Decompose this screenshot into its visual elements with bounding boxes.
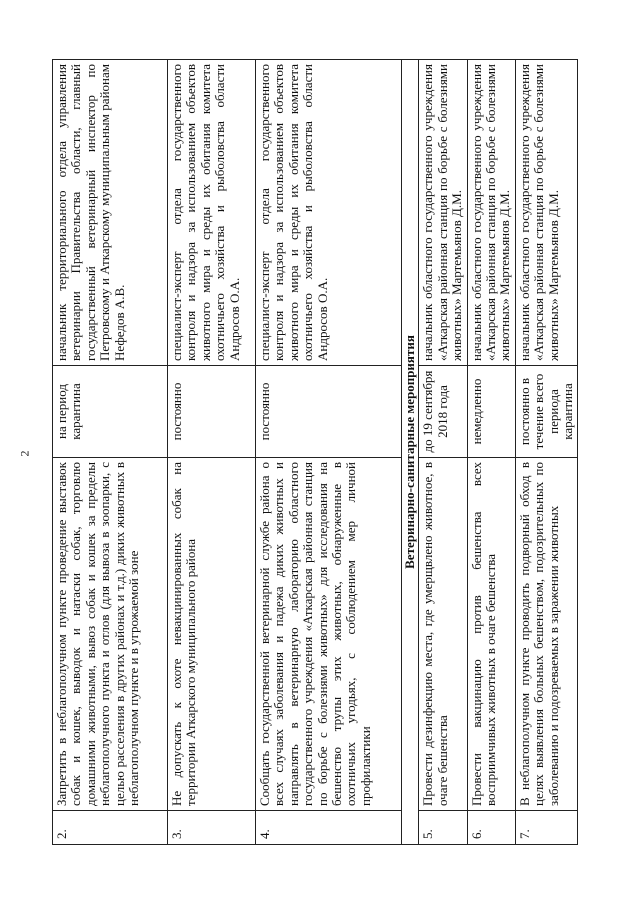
measures-table bbox=[52, 59, 578, 845]
row-number: 2. bbox=[53, 811, 168, 845]
page-number: 2 bbox=[17, 450, 32, 457]
deadline: до 19 сентября 2018 года bbox=[419, 366, 467, 458]
deadline: постоянно bbox=[256, 366, 402, 458]
measure-text: Провести дезинфекцию места, где умерщвлено животное, в очаге бешенства bbox=[419, 458, 467, 811]
deadline: постоянно bbox=[168, 366, 256, 458]
row-number: 7. bbox=[515, 811, 578, 845]
responsible-person: начальник областного государственного учреждения «Аткарская районная станция по борьбе с болезнями животных» Мартемьянов Д.М. bbox=[419, 60, 467, 366]
row-number: 6. bbox=[467, 811, 515, 845]
responsible-person: специалист-эксперт отдела государственного контроля и надзора за использованием объектов животного мира и среды их обитания комитета охотничьего хозяйства и рыболовства области Андросов О.А. bbox=[256, 60, 402, 366]
table-row bbox=[168, 60, 256, 845]
measures-table-container bbox=[52, 60, 576, 845]
measure-text: В неблагополучном пункте проводить подворный обход в целях выявления больных бешенством, подозрительных по заболеванию и подозреваемых в заражении животных bbox=[515, 458, 578, 811]
row-number: 3. bbox=[168, 811, 256, 845]
responsible-person: начальник территориального отдела управления ветеринарии Правительства области, главный государственный ветеринарный инспектор по Петровскому и Аткарскому муниципальным районам Нефедов А.В. bbox=[53, 60, 168, 366]
section-header bbox=[402, 60, 419, 845]
table-row bbox=[256, 60, 402, 845]
measure-text: Не допускать к охоте невакцинированных собак на территории Аткарского муниципального района bbox=[168, 458, 256, 811]
measure-text: Сообщать государственной ветеринарной службе района о всех случаях заболевания и падежа диких животных и направлять в ветеринарную лабораторию областного государственного учреждения «Аткарская районная станция по борьбе с болезнями животных» для исследования на бешенство трупы этих животных, обнаруженные в охотничьих угодьях, с соблюдением мер личной профилактики bbox=[256, 458, 402, 811]
deadline: немедленно bbox=[467, 366, 515, 458]
table-row bbox=[515, 60, 578, 845]
table-row bbox=[467, 60, 515, 845]
section-title: Ветеринарно-санитарные мероприятия bbox=[402, 60, 419, 845]
deadline: постоянно в течение всего периода карантина bbox=[515, 366, 578, 458]
responsible-person: начальник областного государственного учреждения «Аткарская районная станция по борьбе с болезнями животных» Мартемьянов Д.М. bbox=[515, 60, 578, 366]
table-row bbox=[419, 60, 467, 845]
deadline: на период карантина bbox=[53, 366, 168, 458]
table-row bbox=[53, 60, 168, 845]
measure-text: Запретить в неблагополучном пункте проведение выставок собак и кошек, выводок и натаски собак, торговлю домашними животными, вывоз собак и кошек за пределы неблагополучного пункта и отлов (для вывоза в зоопарки, с целью расселения в других районах и т.д.) диких животных в неблагополучном пункте и в угрожаемой зоне bbox=[53, 458, 168, 811]
responsible-person: специалист-эксперт отдела государственного контроля и надзора за использованием объектов животного мира и среды их обитания комитета охотничьего хозяйства и рыболовства области Андросов О.А. bbox=[168, 60, 256, 366]
measure-text: Провести вакцинацию против бешенства всех восприимчивых животных в очаге бешенства bbox=[467, 458, 515, 811]
row-number: 4. bbox=[256, 811, 402, 845]
row-number: 5. bbox=[419, 811, 467, 845]
responsible-person: начальник областного государственного учреждения «Аткарская районная станция по борьбе с болезнями животных» Мартемьянов Д.М. bbox=[467, 60, 515, 366]
